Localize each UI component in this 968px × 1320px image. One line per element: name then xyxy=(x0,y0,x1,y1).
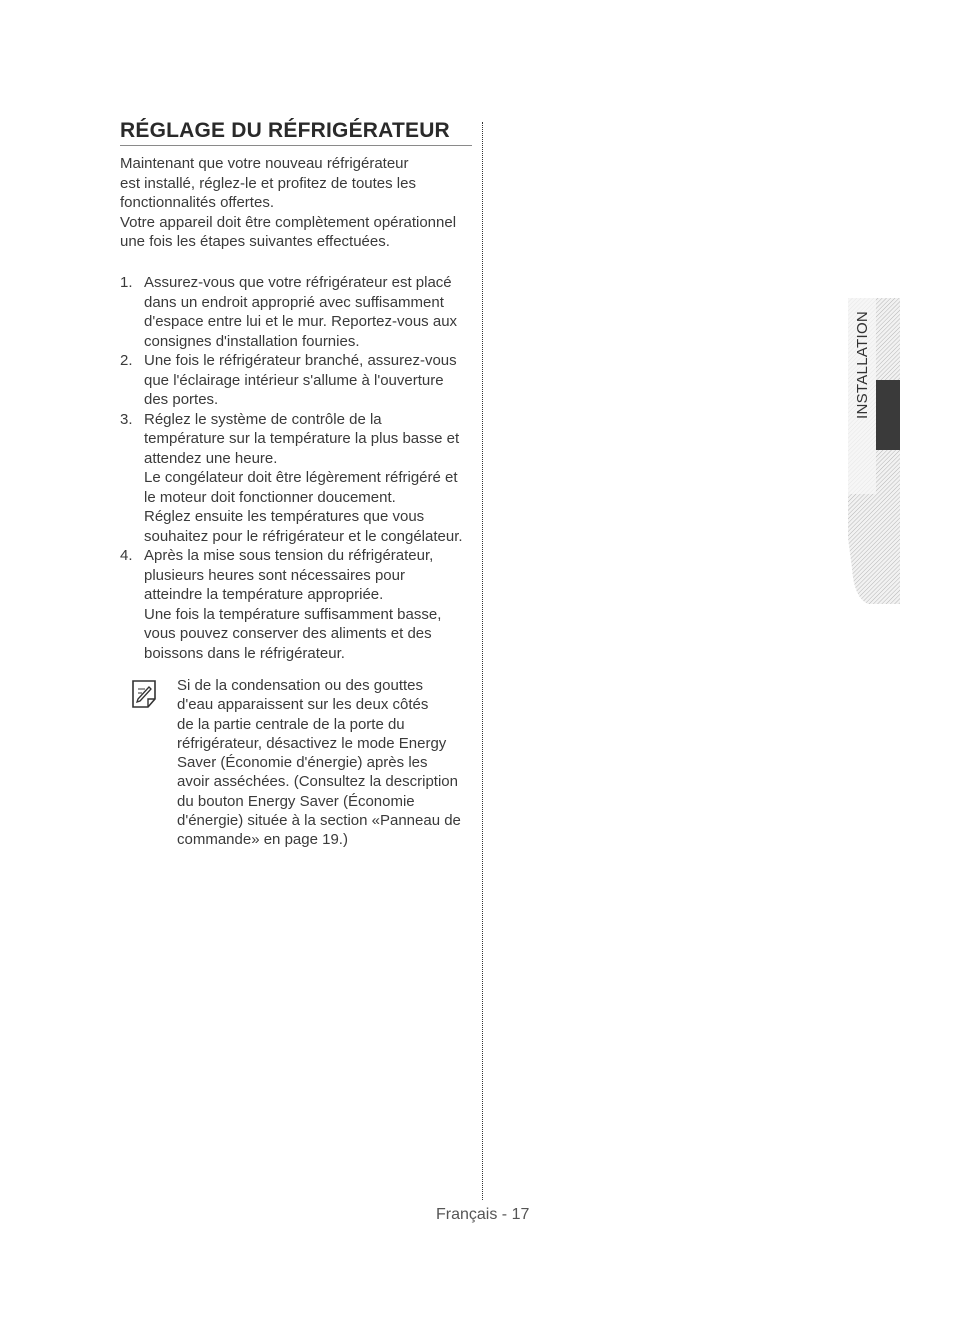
note-line: Saver (Économie d'énergie) après les xyxy=(177,754,428,772)
steps-list xyxy=(120,273,480,663)
note-line: avoir asséchées. (Consultez la description xyxy=(177,773,458,791)
step-line: Réglez le système de contrôle de la xyxy=(144,410,382,428)
step-line: Une fois la température suffisamment basse, xyxy=(144,605,442,623)
step-line: Le congélateur doit être légèrement réfrigéré et xyxy=(144,469,458,486)
step-line: vous pouvez conserver des aliments et des xyxy=(144,625,432,642)
step-number: 3. xyxy=(120,410,133,428)
step-line: consignes d'installation fournies. xyxy=(144,332,360,350)
step-line: plusieurs heures sont nécessaires pour xyxy=(144,566,405,584)
note-line: commande» en page 19.) xyxy=(177,831,348,849)
step-line: souhaitez pour le réfrigérateur et le congélateur. xyxy=(144,527,463,545)
step-number: 2. xyxy=(120,352,133,369)
note-pencil-icon xyxy=(130,679,158,709)
note-line: d'énergie) située à la section «Panneau de xyxy=(177,812,461,830)
intro-paragraph xyxy=(120,154,480,252)
section-tab-label: INSTALLATION xyxy=(854,310,871,420)
page-title: RÉGLAGE DU RÉFRIGÉRATEUR xyxy=(120,119,472,146)
page-footer: Français - 17 xyxy=(436,1206,530,1223)
step-line: que l'éclairage intérieur s'allume à l'ouverture xyxy=(144,371,444,389)
intro-line: fonctionnalités offertes. xyxy=(120,194,274,211)
step-line: Une fois le réfrigérateur branché, assurez-vous xyxy=(144,352,457,369)
step-line: dans un endroit approprié avec suffisamment xyxy=(144,293,444,311)
step-number: 1. xyxy=(120,274,133,291)
step-line: Réglez ensuite les températures que vous xyxy=(144,508,425,525)
active-tab-marker xyxy=(876,380,900,450)
step-line: boissons dans le réfrigérateur. xyxy=(144,644,345,662)
intro-line: est installé, réglez-le et profitez de toutes les xyxy=(120,174,416,192)
step-line: Assurez-vous que votre réfrigérateur est placé xyxy=(144,274,452,291)
step-line: le moteur doit fonctionner doucement. xyxy=(144,488,396,506)
step-item xyxy=(120,351,480,410)
intro-line: Votre appareil doit être complètement opérationnel xyxy=(120,213,457,231)
step-line: température sur la température la plus basse et xyxy=(144,430,460,447)
note-line: du bouton Energy Saver (Économie xyxy=(177,792,415,810)
step-line: atteindre la température appropriée. xyxy=(144,586,384,603)
step-item xyxy=(120,410,480,547)
step-line: Après la mise sous tension du réfrigérateur, xyxy=(144,547,434,564)
intro-line: une fois les étapes suivantes effectuées. xyxy=(120,233,390,250)
intro-line: Maintenant que votre nouveau réfrigérateur xyxy=(120,155,409,172)
step-line: des portes. xyxy=(144,391,219,408)
note-line: de la partie centrale de la porte du xyxy=(177,715,405,733)
note-line: d'eau apparaissent sur les deux côtés xyxy=(177,696,429,714)
note-line: réfrigérateur, désactivez le mode Energy xyxy=(177,734,447,752)
note-text xyxy=(177,676,477,850)
step-line: attendez une heure. xyxy=(144,449,278,467)
step-number: 4. xyxy=(120,547,133,564)
step-item xyxy=(120,546,480,663)
column-divider xyxy=(482,122,483,1200)
note-line: Si de la condensation ou des gouttes xyxy=(177,677,424,694)
step-line: d'espace entre lui et le mur. Reportez-vous aux xyxy=(144,313,458,330)
step-item xyxy=(120,273,480,351)
